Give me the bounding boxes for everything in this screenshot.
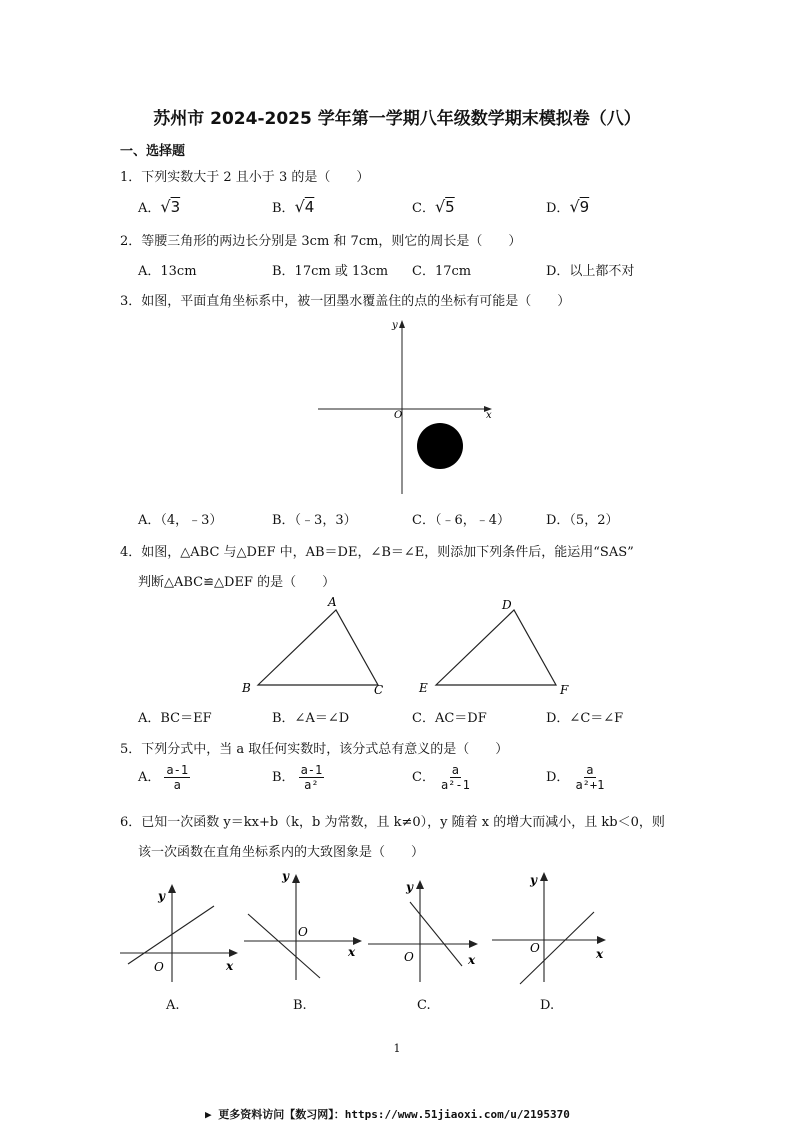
ink-blot <box>417 423 463 469</box>
y-label: y <box>530 873 537 887</box>
y-axis-arrow-icon <box>168 884 176 893</box>
origin-label: O <box>298 925 308 939</box>
page-title: 苏州市 2024-2025 学年第一学期八年级数学期末模拟卷（八） <box>153 109 641 129</box>
q5-option-a[interactable]: A． $\frac{a-1}{a}$ <box>138 763 189 792</box>
function-line <box>128 906 214 964</box>
q2-option-a[interactable]: A．13cm <box>138 264 197 279</box>
origin-label: O <box>154 960 164 974</box>
x-axis-arrow-icon <box>469 940 478 948</box>
q6-graph-c[interactable] <box>366 874 492 986</box>
question-6-stem-line-1: 6．已知一次函数 y＝kx+b（k，b 为常数，且 k≠0），y 随着 x 的增大而减小，且 kb＜0，则 <box>120 815 665 830</box>
vertex-a: A <box>328 595 337 609</box>
x-axis-arrow-icon <box>597 936 606 944</box>
y-axis-arrow-icon <box>292 874 300 883</box>
q3-option-c[interactable]: C．（﹣6，﹣4） <box>412 513 510 528</box>
sqrt-symbol: √ <box>294 197 305 216</box>
question-4-stem-line-2: 判断△ABC≌△DEF 的是（ ） <box>138 575 336 590</box>
y-axis-arrow-icon <box>416 880 424 889</box>
x-label: x <box>348 945 356 959</box>
x-axis-arrow-icon <box>353 937 362 945</box>
y-axis-label: y <box>392 320 398 331</box>
page-number: 1 <box>393 1042 401 1055</box>
q1-option-c[interactable]: C．√5 <box>412 197 455 216</box>
q6-graph-b[interactable] <box>242 866 368 981</box>
q4-option-c[interactable]: C．AC＝DF <box>412 711 487 726</box>
sqrt-symbol: √ <box>160 197 171 216</box>
q6-graph-a[interactable] <box>118 878 244 983</box>
vertex-c: C <box>374 683 384 697</box>
x-axis-label: x <box>486 410 492 421</box>
y-axis-arrow-icon <box>540 872 548 881</box>
q5-option-d[interactable]: D． $\frac{a}{\text{a²+1}}$ <box>546 763 605 792</box>
q1-option-a[interactable]: A．√3 <box>138 197 181 216</box>
q6-caption-d[interactable]: D. <box>540 998 555 1013</box>
sqrt-symbol: √ <box>434 197 446 216</box>
y-label: y <box>158 889 165 903</box>
question-5-stem: 5．下列分式中，当 a 取任何实数时，该分式总有意义的是（ ） <box>120 742 509 757</box>
q2-option-b[interactable]: B．17cm 或 13cm <box>272 264 389 279</box>
q6-caption-b[interactable]: B. <box>293 998 307 1013</box>
question-2-stem: 2．等腰三角形的两边长分别是 3cm 和 7cm，则它的周长是（ ） <box>120 234 522 249</box>
origin-label: O <box>530 941 540 955</box>
q2-option-d[interactable]: D．以上都不对 <box>546 264 635 279</box>
function-line <box>410 902 462 966</box>
q4-triangles-figure <box>236 592 576 697</box>
q6-graph-d[interactable] <box>490 866 616 986</box>
question-3-stem: 3．如图，平面直角坐标系中，被一团墨水覆盖住的点的坐标有可能是（ ） <box>120 294 571 309</box>
fraction: $\frac{a-1}{a}$ <box>166 763 189 792</box>
vertex-e: E <box>419 681 428 695</box>
origin-label: O <box>404 950 414 964</box>
q4-option-b[interactable]: B．∠A＝∠D <box>272 711 350 726</box>
function-line <box>248 914 320 978</box>
q4-option-a[interactable]: A．BC＝EF <box>138 711 212 726</box>
q3-option-d[interactable]: D．（5，2） <box>546 513 619 528</box>
question-4-stem-line-1: 4．如图，△ABC 与△DEF 中，AB＝DE，∠B＝∠E，则添加下列条件后，能运用“SAS” <box>120 545 634 560</box>
vertex-d: D <box>502 598 512 612</box>
vertex-b: B <box>242 681 251 695</box>
q2-option-c[interactable]: C．17cm <box>412 264 472 279</box>
footer-link[interactable]: ▶ 更多资料访问【数习网】：https://www.51jiaoxi.com/u/2195370 <box>205 1108 570 1121</box>
q6-caption-a[interactable]: A. <box>166 998 180 1013</box>
q5-option-b[interactable]: B． $\frac{a-1}{\text{a²}}$ <box>272 763 323 792</box>
q3-option-b[interactable]: B．（﹣3，3） <box>272 513 357 528</box>
vertex-f: F <box>560 683 569 697</box>
q4-option-d[interactable]: D．∠C＝∠F <box>546 711 624 726</box>
q1-option-d[interactable]: D．√9 <box>546 197 590 216</box>
x-label: x <box>226 959 234 973</box>
question-1-stem: 1．下列实数大于 2 且小于 3 的是（ ） <box>120 170 370 185</box>
origin-label: O <box>394 410 403 421</box>
section-heading: 一、选择题 <box>120 144 186 159</box>
q6-caption-c[interactable]: C. <box>417 998 431 1013</box>
triangle-def <box>436 610 556 685</box>
question-6-stem-line-2: 该一次函数在直角坐标系内的大致图象是（ ） <box>138 845 425 860</box>
q3-option-a[interactable]: A．（4，﹣3） <box>138 513 223 528</box>
q1-option-b[interactable]: B．√4 <box>272 197 315 216</box>
x-label: x <box>596 947 604 961</box>
y-label: y <box>282 869 289 883</box>
fraction: $\frac{a-1}{\text{a²}}$ <box>300 763 323 792</box>
x-axis-arrow-icon <box>229 949 238 957</box>
fraction: $\frac{a}{\text{a²-1}}$ <box>440 763 470 792</box>
sqrt-symbol: √ <box>569 197 580 216</box>
y-label: y <box>406 880 413 894</box>
q3-coordinate-figure <box>310 312 500 497</box>
triangle-abc <box>258 610 378 685</box>
fraction: $\frac{a}{\text{a²+1}}$ <box>575 763 605 792</box>
q5-option-c[interactable]: C． $\frac{a}{\text{a²-1}}$ <box>412 763 470 792</box>
y-axis-arrow-icon <box>399 320 405 328</box>
x-label: x <box>468 953 476 967</box>
